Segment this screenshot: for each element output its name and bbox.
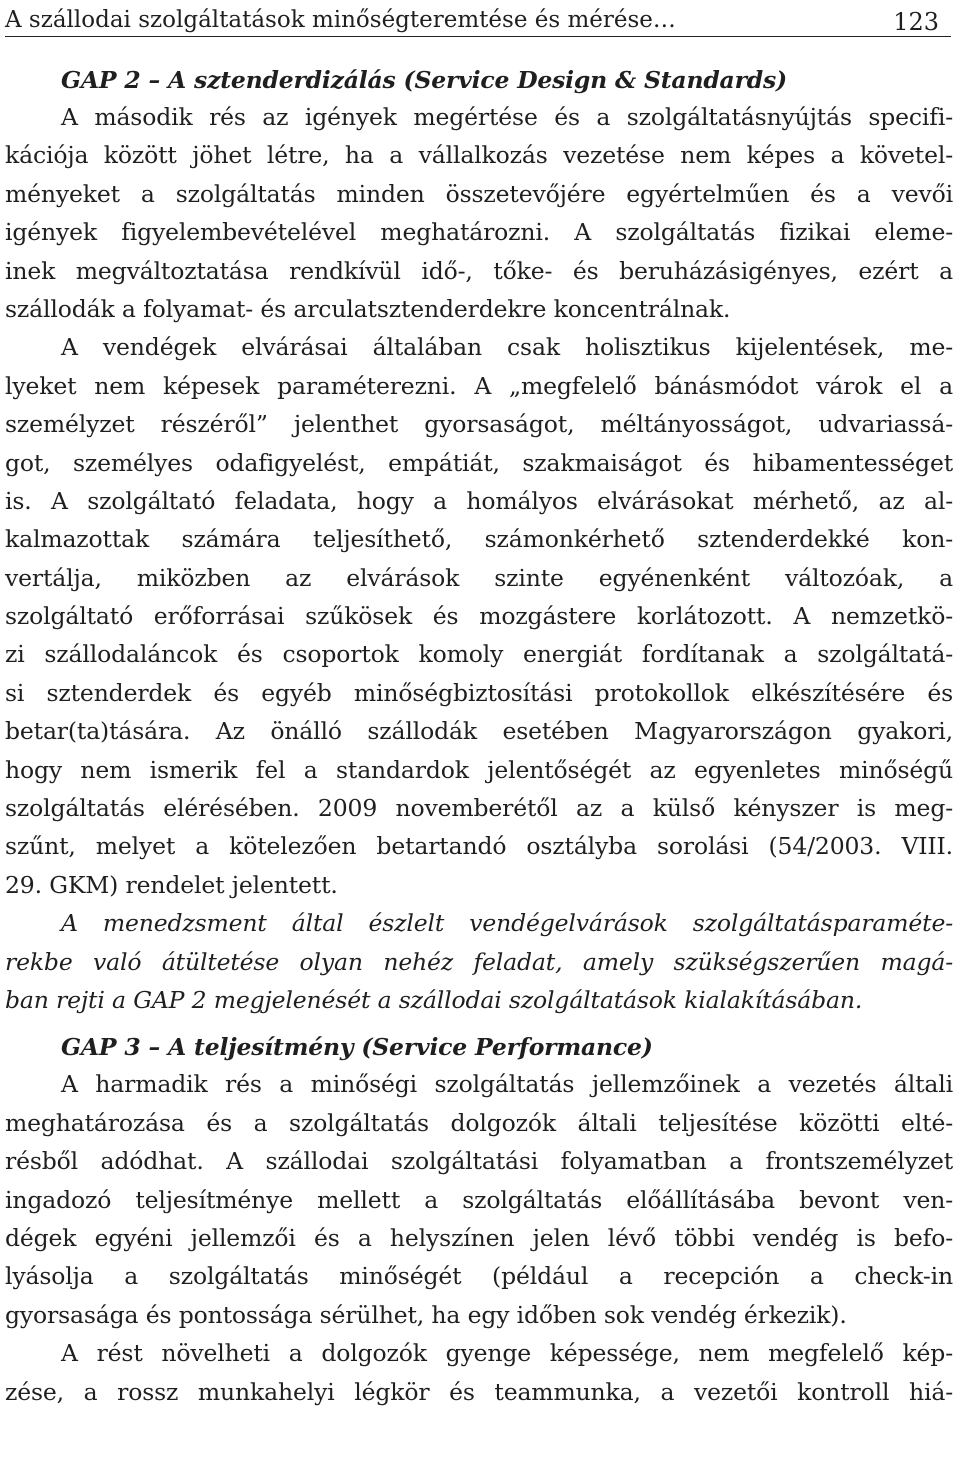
text-line: zi szállodaláncok és csoportok komoly energiát fordítanak a szolgáltatá-: [5, 640, 953, 669]
paragraph: [5, 1065, 953, 1334]
text-line: A harmadik rés a minőségi szolgáltatás jellemzőinek a vezetés általi: [61, 1070, 953, 1099]
text-line: gyorsasága és pontossága sérülhet, ha egy időben sok vendég érkezik).: [5, 1300, 847, 1329]
text-line: meghatározása és a szolgáltatás dolgozók általi teljesítése közötti elté-: [5, 1108, 953, 1137]
text-line: kalmazottak számára teljesíthető, számonkérhető sztenderdekké kon-: [5, 525, 953, 554]
text-line: 29. GKM) rendelet jelentett.: [5, 870, 338, 899]
text-line: vertálja, miközben az elvárások szinte egyénenként változóak, a: [5, 563, 953, 592]
paragraph: [5, 1334, 953, 1411]
text-line: is. A szolgáltató feladata, hogy a homályos elvárásokat mérhető, az al-: [5, 486, 953, 515]
text-line: rekbe való átültetése olyan nehéz feladat, amely szükségszerűen magá-: [5, 947, 953, 976]
text-line: A vendégek elvárásai általában csak holisztikus kijelentések, me-: [61, 333, 953, 362]
text-line: dégek egyéni jellemzői és a helyszínen jelen lévő többi vendég is befo-: [5, 1223, 953, 1252]
text-line: hogy nem ismerik fel a standardok jelentőségét az egyenletes minőségű: [5, 755, 953, 784]
text-line: ményeket a szolgáltatás minden összetevőjére egyértelműen és a vevői: [5, 179, 953, 208]
text-line: lyásolja a szolgáltatás minőségét (például a recepción a check-in: [5, 1262, 953, 1291]
text-line: szolgáltatás elérésében. 2009 novemberétől az a külső kényszer is meg-: [5, 794, 953, 823]
text-line: betar(ta)tására. Az önálló szállodák esetében Magyarországon gyakori,: [5, 717, 953, 746]
text-line: si sztenderdek és egyéb minőségbiztosítási protokollok elkészítésére és: [5, 678, 953, 707]
italic-summary-paragraph: [5, 904, 953, 1019]
text-line: szállodák a folyamat- és arculatsztenderdekre koncentrálnak.: [5, 294, 731, 323]
running-header-title: A szállodai szolgáltatások minőségteremtése és mérése…: [5, 7, 676, 33]
text-line: kációja között jöhet létre, ha a vállalkozás vezetése nem képes a követel-: [5, 141, 953, 170]
section-heading-gap3: GAP 3 – A teljesítmény (Service Performance): [61, 1033, 653, 1062]
text-line: A menedzsment által észlelt vendégelvárások szolgáltatásparaméte-: [61, 909, 953, 938]
section-heading-gap2: GAP 2 – A sztenderdizálás (Service Design & Standards): [61, 66, 787, 94]
text-line: személyzet részéről” jelenthet gyorsaságot, méltányosságot, udvariassá-: [5, 410, 953, 439]
text-line: szolgáltató erőforrásai szűkösek és mozgástere korlátozott. A nemzetkö-: [5, 602, 953, 631]
page-number: 123: [893, 8, 939, 36]
text-line: szűnt, melyet a kötelezően betartandó osztályba sorolási (54/2003. VIII.: [5, 832, 953, 861]
text-line: igények figyelembevételével meghatározni. A szolgáltatás fizikai eleme-: [5, 218, 953, 247]
paragraph: [5, 98, 953, 328]
text-line: A rést növelheti a dolgozók gyenge képessége, nem megfelelő kép-: [61, 1339, 953, 1368]
text-line: got, személyes odafigyelést, empátiát, szakmaiságot és hibamentességet: [5, 448, 953, 477]
text-line: ingadozó teljesítménye mellett a szolgáltatás előállításába bevont ven-: [5, 1185, 953, 1214]
text-line: résből adódhat. A szállodai szolgáltatási folyamatban a frontszemélyzet: [5, 1147, 953, 1176]
text-line: A második rés az igények megértése és a szolgáltatásnyújtás specifi-: [61, 103, 953, 131]
text-line: zése, a rossz munkahelyi légkör és teammunka, a vezetői kontroll hiá-: [5, 1377, 953, 1406]
page-body: [5, 62, 953, 1411]
text-line: ban rejti a GAP 2 megjelenését a szállodai szolgáltatások kialakításában.: [5, 985, 863, 1014]
text-line: inek megváltoztatása rendkívül idő-, tőke- és beruházásigényes, ezért a: [5, 256, 953, 285]
section-spacer: [5, 1019, 953, 1029]
text-line: lyeket nem képesek paraméterezni. A „megfelelő bánásmódot várok el a: [5, 371, 953, 400]
paragraph: [5, 328, 953, 904]
running-header: [5, 4, 951, 37]
